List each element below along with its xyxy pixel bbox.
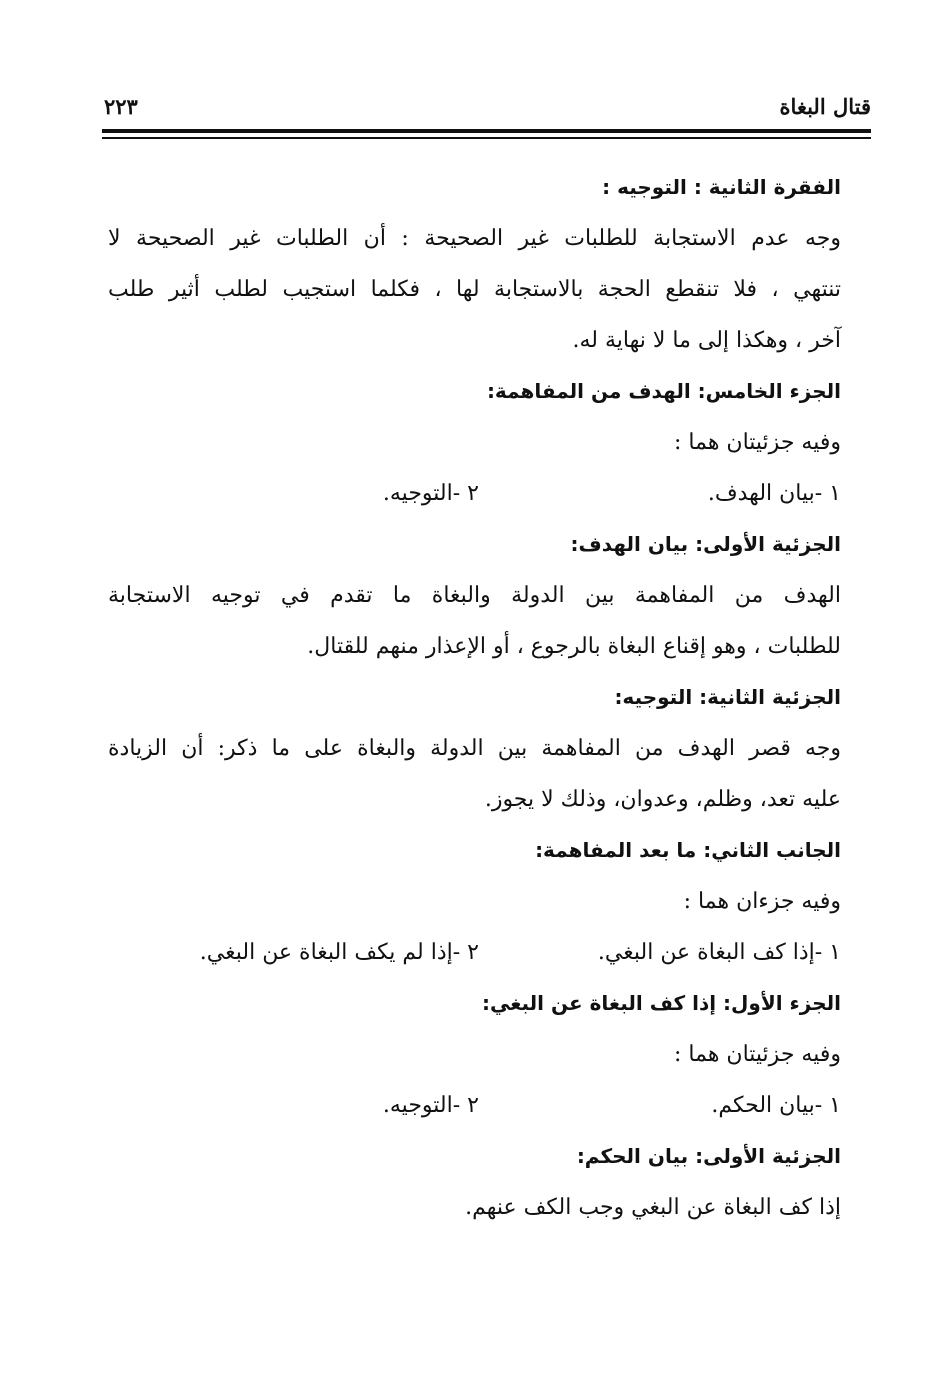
list-item: ٢ -التوجيه.: [382, 1093, 479, 1118]
enumerated-pair: [108, 1080, 841, 1131]
header-rule-thick: [102, 129, 871, 133]
page-number: ٢٢٣: [104, 94, 138, 119]
paragraph-line: الهدف من المفاهمة بين الدولة والبغاة ما تقدم في توجيه الاستجابة: [108, 583, 841, 608]
enumerated-pair: [108, 468, 841, 519]
list-item: ١ -بيان الحكم.: [711, 1093, 841, 1118]
list-item: ٢ -التوجيه.: [382, 481, 479, 506]
paragraph-line: وجه قصر الهدف من المفاهمة بين الدولة والبغاة على ما ذكر: أن الزيادة: [108, 736, 841, 761]
paragraph-line: آخر ، وهكذا إلى ما لا نهاية له.: [572, 328, 841, 353]
paragraph-line: عليه تعد، وظلم، وعدوان، وذلك لا يجوز.: [484, 787, 841, 812]
running-title: قتال البغاة: [779, 94, 871, 119]
section-heading: الفقرة الثانية : التوجيه :: [602, 175, 841, 199]
section-heading: الجزء الأول: إذا كف البغاة عن البغي:: [481, 991, 841, 1015]
page-header: [100, 92, 871, 128]
section-heading: الجزئية الأولى: بيان الحكم:: [576, 1144, 841, 1168]
list-item: ١ -إذا كف البغاة عن البغي.: [597, 940, 841, 965]
page-body: [108, 162, 841, 1233]
list-item: ٢ -إذا لم يكف البغاة عن البغي.: [199, 940, 479, 965]
enumerated-pair: [108, 927, 841, 978]
header-rule-thin: [102, 137, 871, 139]
section-heading: الجزئية الثانية: التوجيه:: [614, 685, 841, 709]
paragraph-line: وفيه جزءان هما :: [683, 889, 841, 914]
paragraph-line: للطلبات ، وهو إقناع البغاة بالرجوع ، أو الإعذار منهم للقتال.: [307, 634, 841, 659]
paragraph-line: وفيه جزئيتان هما :: [674, 1042, 841, 1067]
paragraph-line: إذا كف البغاة عن البغي وجب الكف عنهم.: [465, 1195, 841, 1220]
paragraph-line: وفيه جزئيتان هما :: [674, 430, 841, 455]
section-heading: الجزئية الأولى: بيان الهدف:: [570, 532, 841, 556]
list-item: ١ -بيان الهدف.: [707, 481, 841, 506]
paragraph-line: تنتهي ، فلا تنقطع الحجة بالاستجابة لها ، فكلما استجيب لطلب أثير طلب: [108, 277, 841, 302]
paragraph-line: وجه عدم الاستجابة للطلبات غير الصحيحة : أن الطلبات غير الصحيحة لا: [108, 226, 841, 251]
section-heading: الجانب الثاني: ما بعد المفاهمة:: [535, 838, 841, 862]
section-heading: الجزء الخامس: الهدف من المفاهمة:: [486, 379, 841, 403]
